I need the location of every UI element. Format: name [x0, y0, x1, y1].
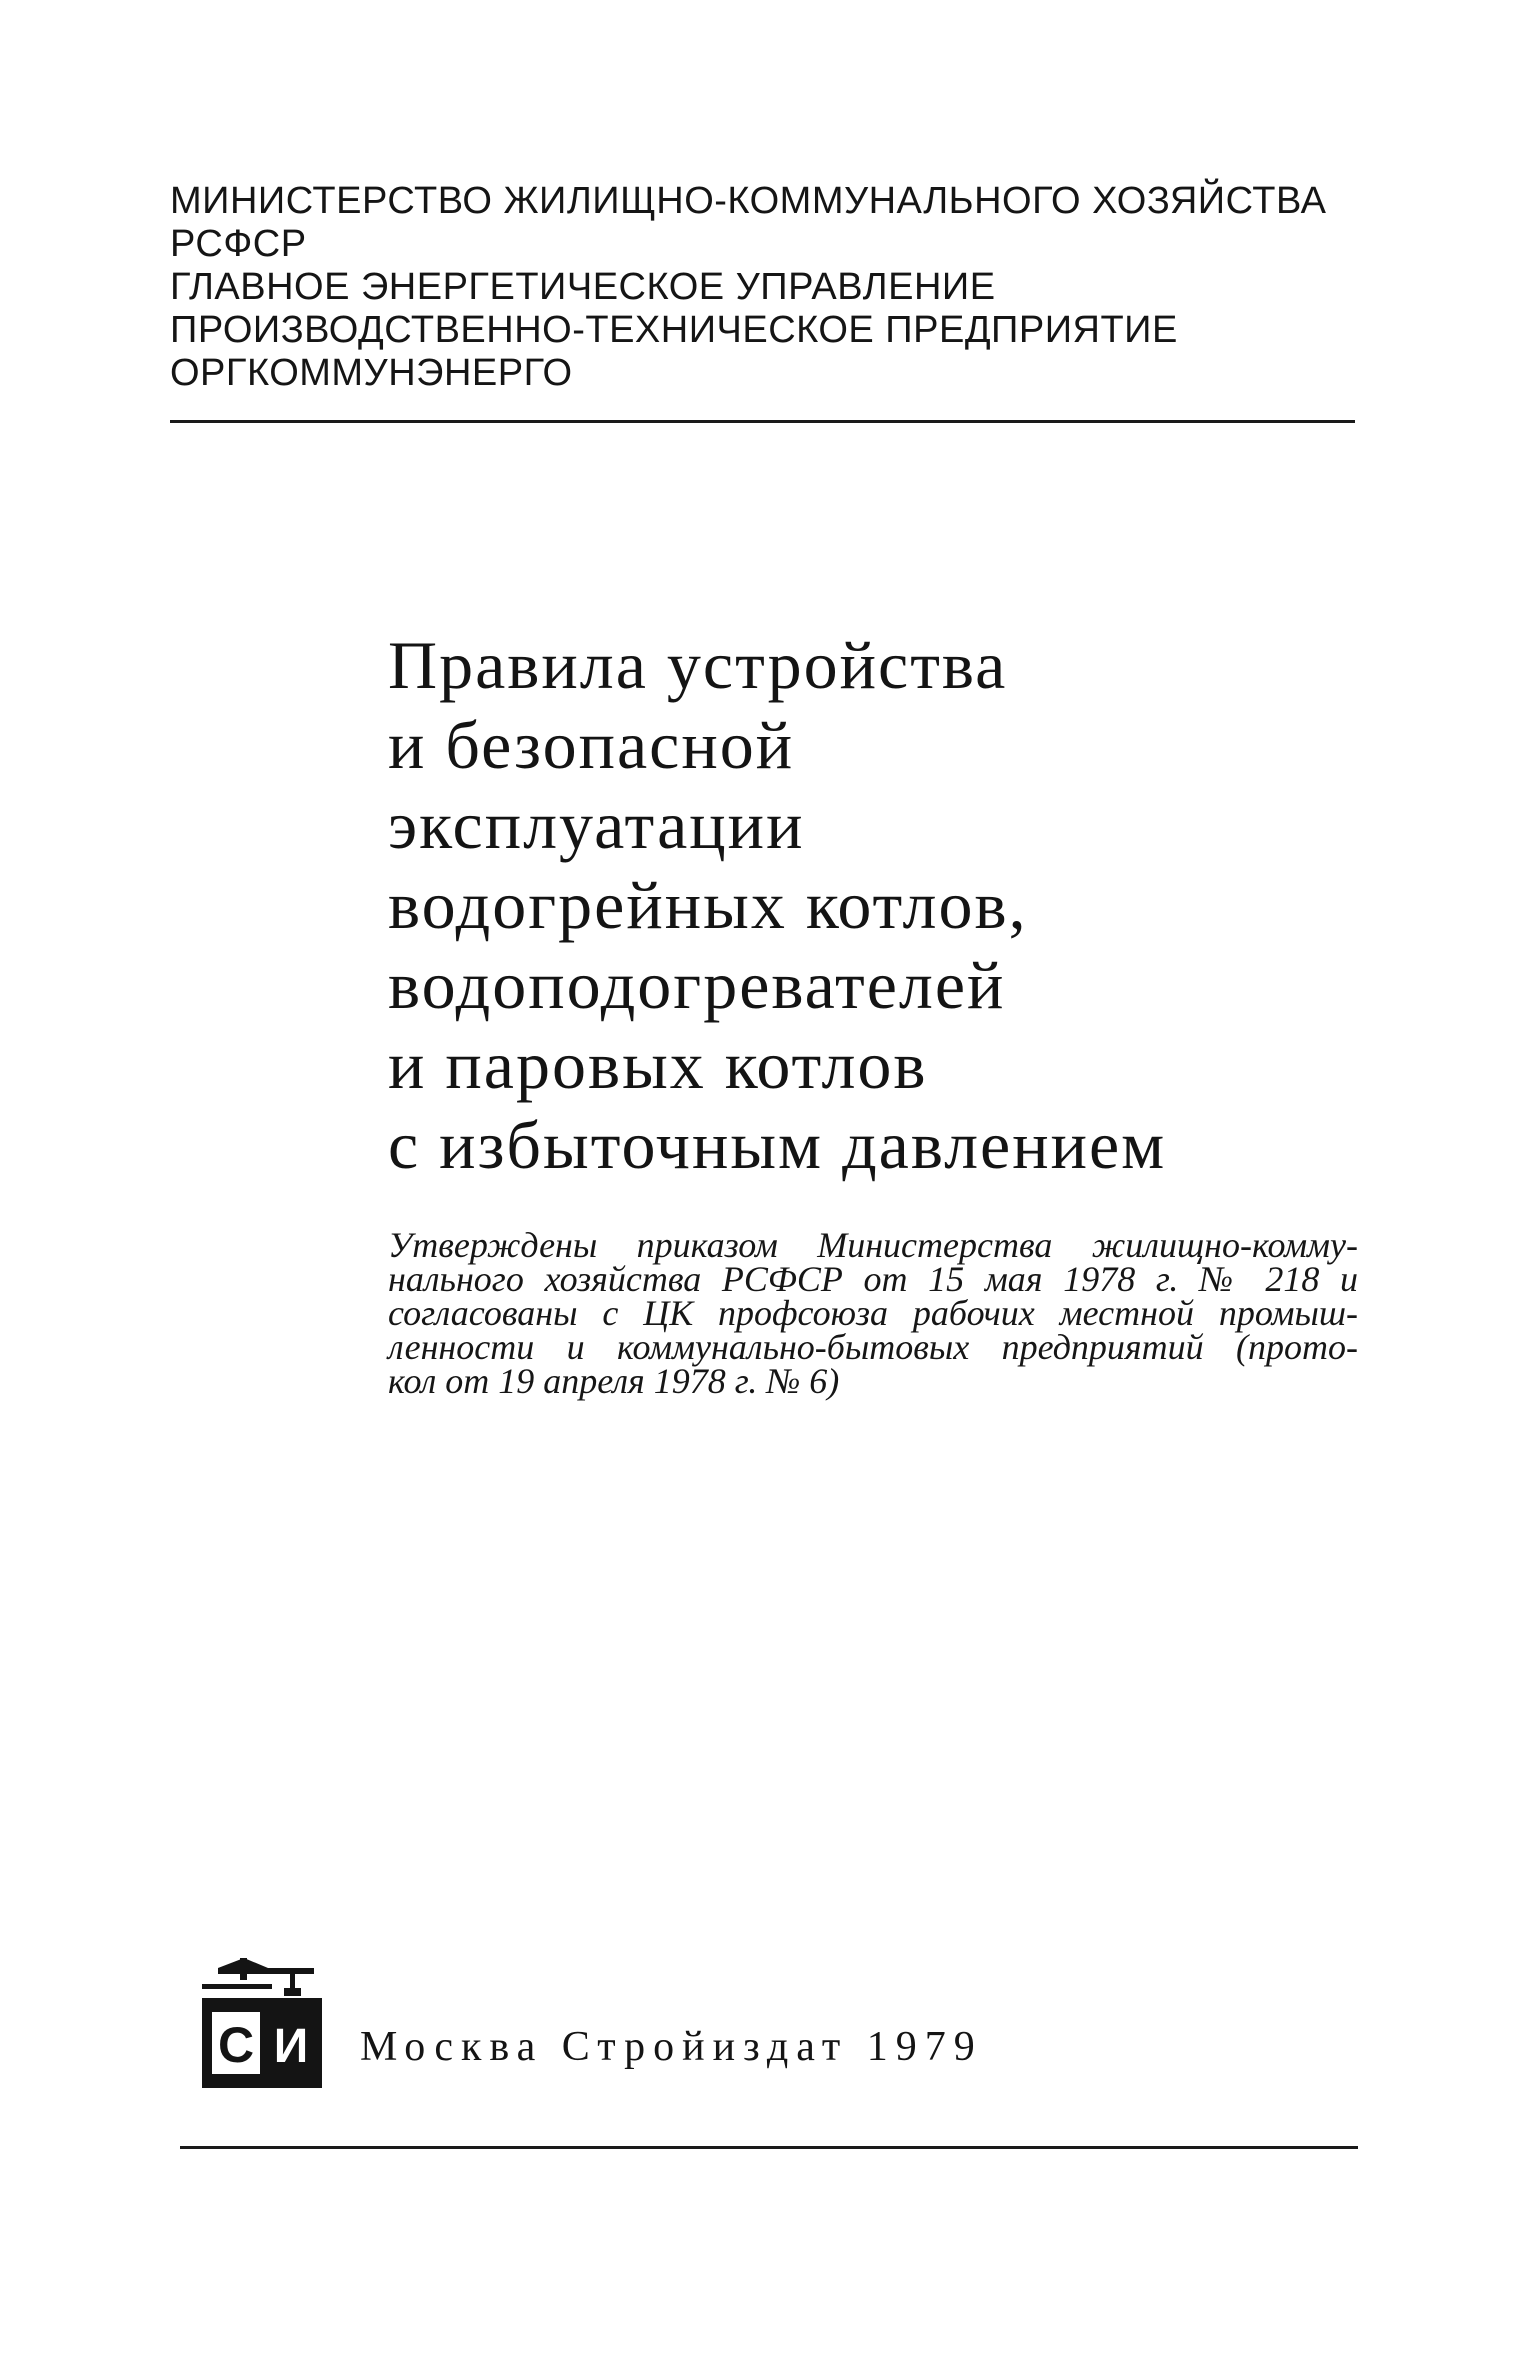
title-line-1: Правила устройства	[388, 627, 1008, 703]
approval-line-4: ленности и коммунально-бытовых предприятий (прото-	[388, 1327, 1358, 1367]
document-title	[388, 625, 1388, 1185]
header-line-orgkommunenergo: ОРГКОММУНЭНЕРГО	[170, 352, 573, 394]
logo-letter-i: И	[273, 2020, 309, 2073]
publisher-imprint: Москва Стройиздат 1979	[360, 2024, 983, 2070]
approval-note	[388, 1225, 1358, 1401]
title-line-7: с избыточным давлением	[388, 1107, 1167, 1183]
title-line-3: эксплуатации	[388, 787, 805, 863]
approval-line-3: согласованы с ЦК профсоюза рабочих местной промыш-	[388, 1293, 1358, 1333]
title-line-2: и безопасной	[388, 707, 795, 783]
logo-letter-s: С	[217, 2017, 255, 2073]
header-line-ministry: МИНИСТЕРСТВО ЖИЛИЩНО-КОММУНАЛЬНОГО ХОЗЯЙСТВА	[170, 180, 1327, 222]
approval-line-5: кол от 19 апреля 1978 г. № 6)	[388, 1361, 840, 1401]
header-line-enterprise: ПРОИЗВОДСТВЕННО-ТЕХНИЧЕСКОЕ ПРЕДПРИЯТИЕ	[170, 309, 1178, 351]
title-line-5: водоподогревателей	[388, 947, 1006, 1023]
ministry-header	[170, 180, 1370, 395]
approval-line-1: Утверждены приказом Министерства жилищно-комму-	[388, 1225, 1358, 1265]
title-line-4: водогрейных котлов,	[388, 867, 1028, 943]
header-line-rsfsr: РСФСР	[170, 223, 307, 265]
stroyizdat-logo-icon	[198, 1958, 326, 2090]
bottom-divider	[180, 2146, 1358, 2149]
approval-line-2: нального хозяйства РСФСР от 15 мая 1978 г. № 218 и	[388, 1259, 1358, 1299]
top-divider	[170, 420, 1355, 423]
header-line-directorate: ГЛАВНОЕ ЭНЕРГЕТИЧЕСКОЕ УПРАВЛЕНИЕ	[170, 266, 996, 308]
title-line-6: и паровых котлов	[388, 1027, 928, 1103]
